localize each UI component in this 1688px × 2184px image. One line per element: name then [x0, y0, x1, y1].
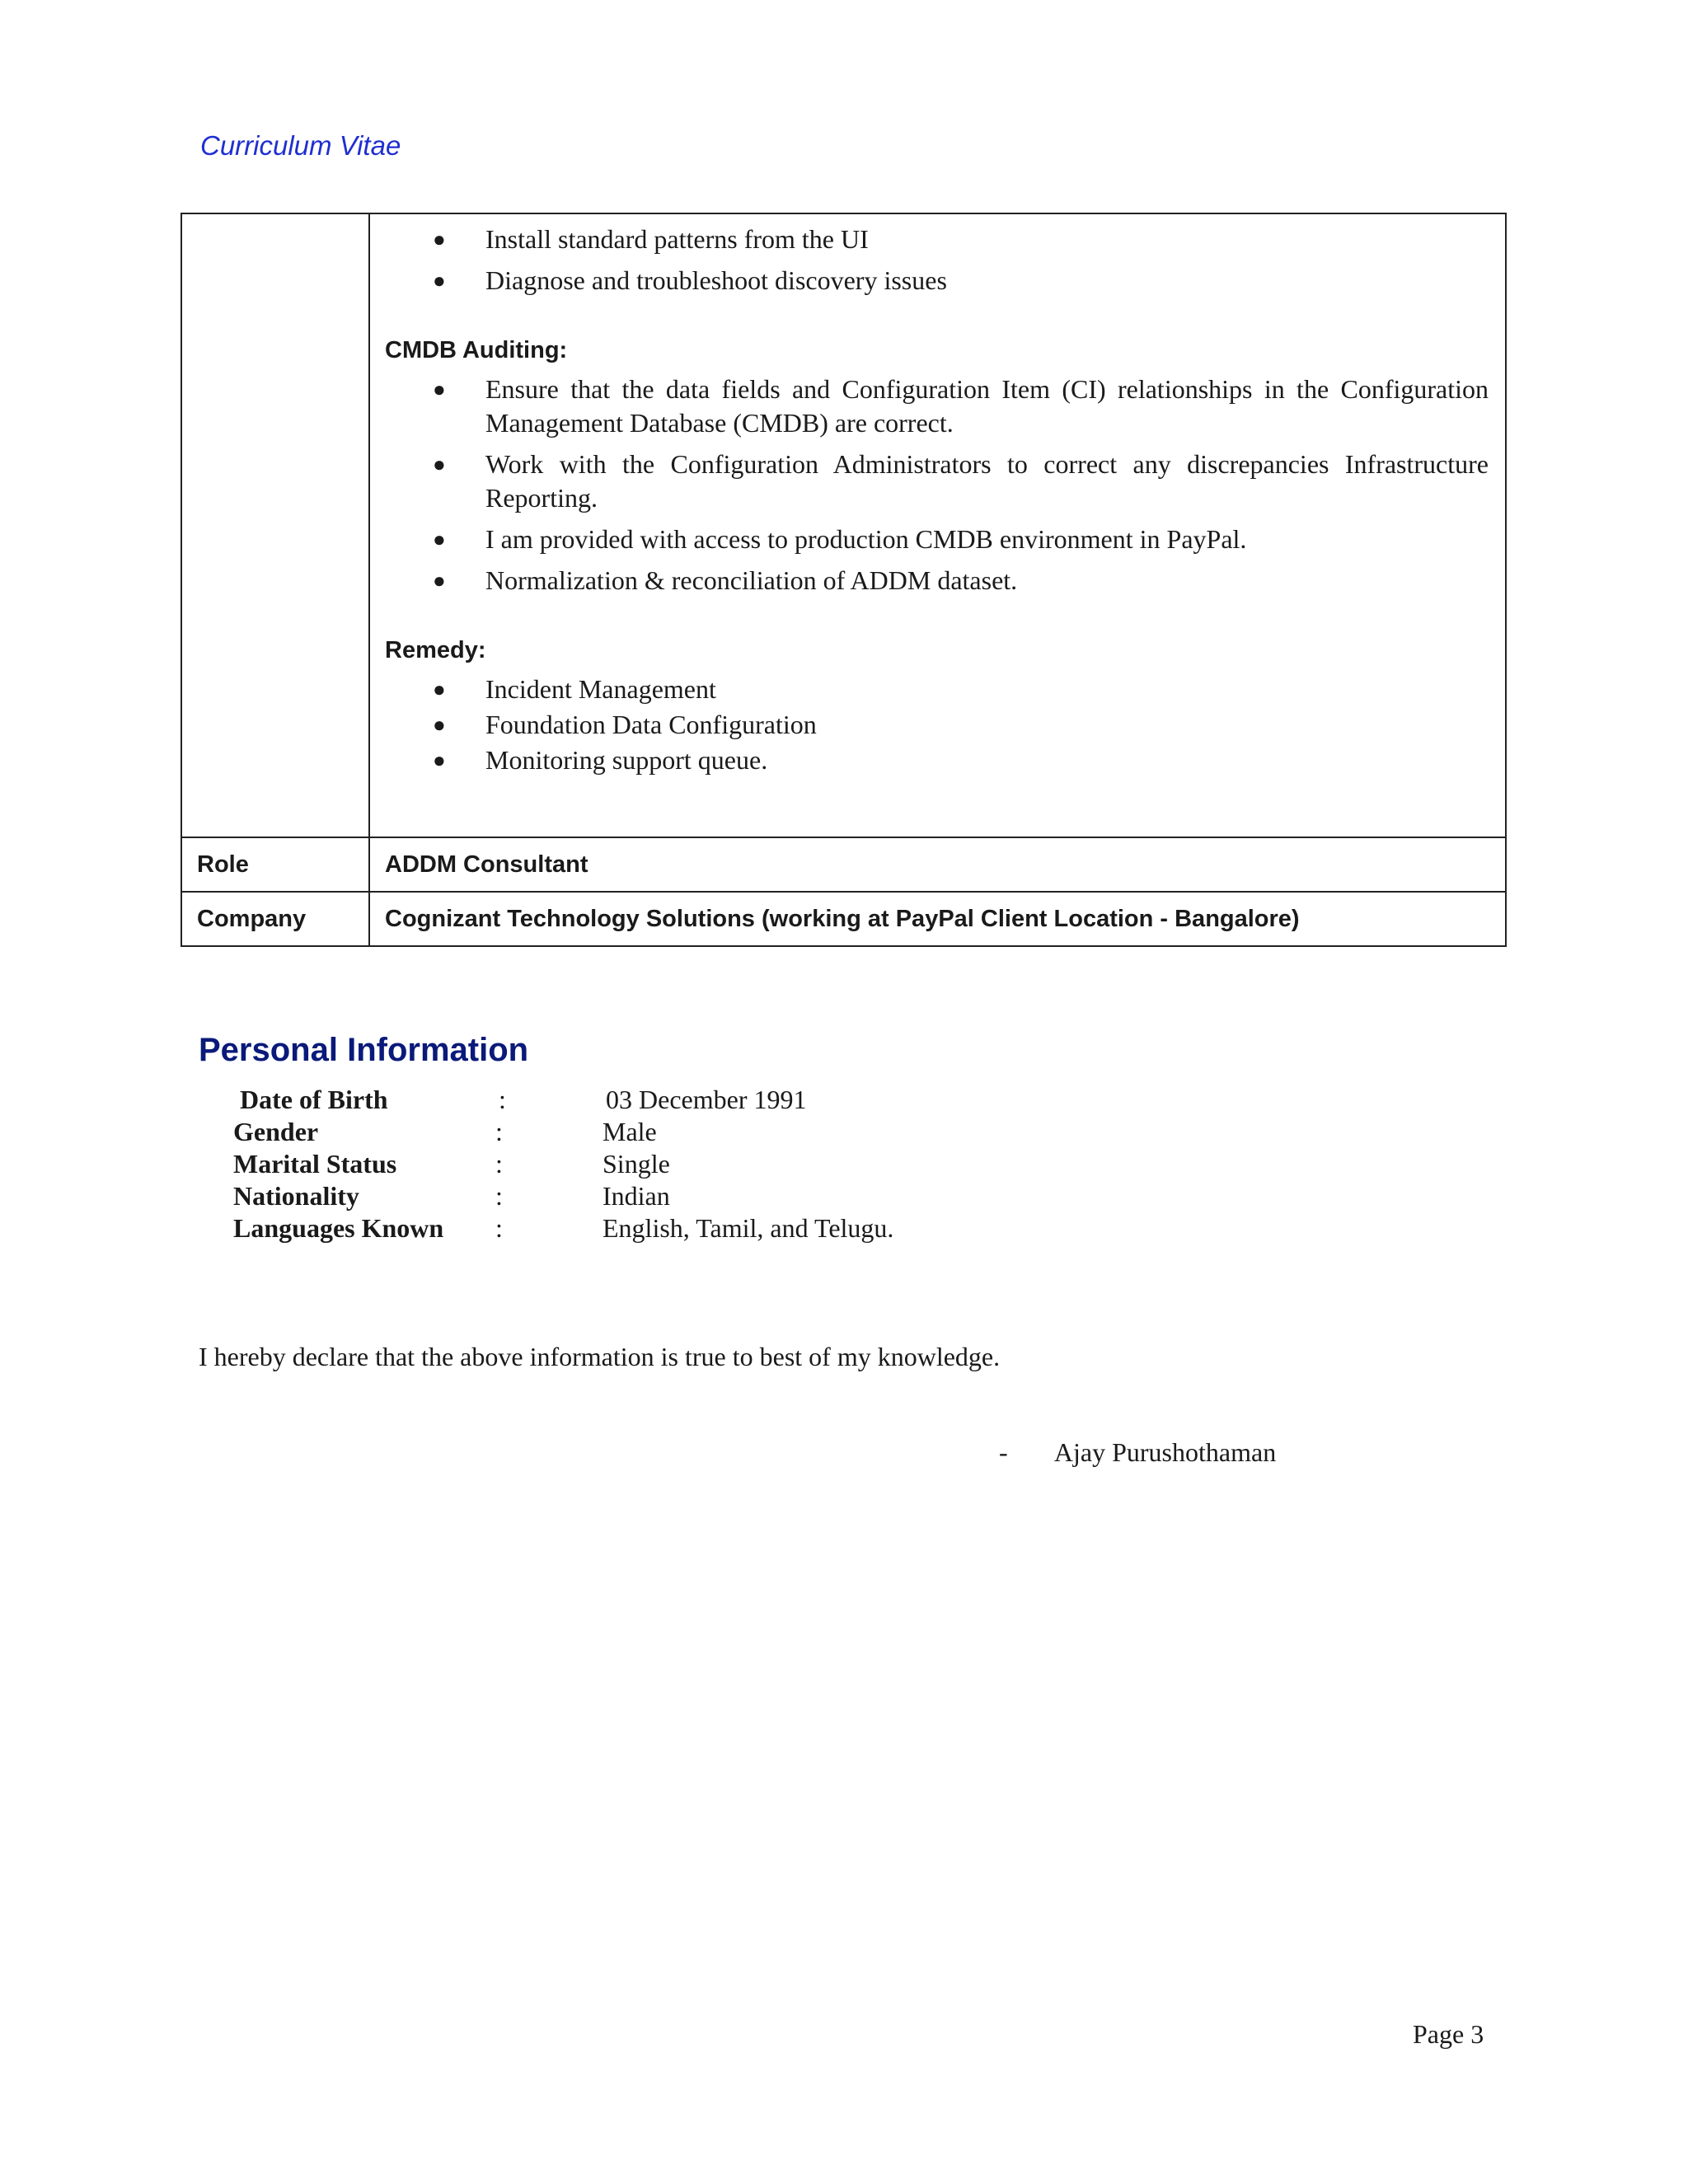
list-item: ● Install standard patterns from the UI — [385, 223, 1489, 256]
list-item: ● Monitoring support queue. — [385, 743, 1489, 777]
bullet-icon: ● — [433, 227, 446, 251]
nationality-separator: : — [495, 1181, 503, 1211]
nationality-label: Nationality — [233, 1181, 359, 1211]
signature-name: Ajay Purushothaman — [1053, 1437, 1277, 1467]
bullet-icon: ● — [433, 677, 446, 701]
bullet-icon: ● — [433, 377, 446, 401]
list-item: ● Diagnose and troubleshoot discovery issues — [385, 264, 1489, 298]
remedy-list — [385, 673, 1489, 777]
list-item: ● Incident Management — [385, 673, 1489, 706]
page-number: Page 3 — [1413, 2019, 1484, 2049]
dob-value: 03 December 1991 — [606, 1085, 807, 1114]
list-item: ● Foundation Data Configuration — [385, 708, 1489, 742]
signature-dash: - — [999, 1437, 1008, 1467]
languages-separator: : — [495, 1213, 503, 1243]
gender-separator: : — [495, 1117, 503, 1146]
responsibilities-cell — [369, 213, 1506, 837]
top-bullet-list — [385, 223, 1489, 298]
cmdb-auditing-list — [385, 373, 1489, 598]
languages-value: English, Tamil, and Telugu. — [603, 1213, 894, 1243]
list-item: ● Normalization & reconciliation of ADDM dataset. — [385, 564, 1489, 598]
bullet-icon: ● — [433, 527, 446, 551]
personal-info-heading: Personal Information — [199, 1032, 529, 1068]
bullet-icon: ● — [433, 713, 446, 737]
role-value: ADDM Consultant — [369, 837, 1506, 892]
bullet-icon: ● — [433, 748, 446, 772]
languages-label: Languages Known — [233, 1213, 444, 1243]
company-value: Cognizant Technology Solutions (working at PayPal Client Location - Bangalore) — [369, 892, 1506, 946]
dob-separator: : — [499, 1085, 506, 1114]
table-label-cell — [181, 213, 369, 837]
gender-value: Male — [603, 1117, 657, 1146]
work-experience-table — [181, 213, 1507, 947]
remedy-label: Remedy: — [385, 637, 486, 663]
bullet-icon: ● — [433, 452, 446, 476]
nationality-value: Indian — [603, 1181, 670, 1211]
list-item: ● I am provided with access to production CMDB environment in PayPal. — [385, 523, 1489, 556]
bullet-icon: ● — [433, 269, 446, 293]
company-label: Company — [181, 892, 369, 946]
role-label: Role — [181, 837, 369, 892]
header-title: Curriculum Vitae — [200, 130, 401, 161]
list-item: ● Work with the Configuration Administrators to correct any discrepancies Infrastructure Reporting. — [433, 449, 1489, 513]
marital-status-separator: : — [495, 1149, 503, 1179]
signature — [999, 1437, 1276, 1468]
marital-status-label: Marital Status — [233, 1149, 397, 1179]
dob-label: Date of Birth — [240, 1085, 388, 1114]
marital-status-value: Single — [603, 1149, 670, 1179]
bullet-icon: ● — [433, 569, 446, 593]
declaration-text: I hereby declare that the above information is true to best of my knowledge. — [199, 1342, 1001, 1371]
cmdb-auditing-label: CMDB Auditing: — [385, 337, 568, 363]
list-item: ● Ensure that the data fields and Configuration Item (CI) relationships in the Configuration Management Database (CMDB) are correct. — [433, 374, 1489, 438]
gender-label: Gender — [233, 1117, 319, 1146]
